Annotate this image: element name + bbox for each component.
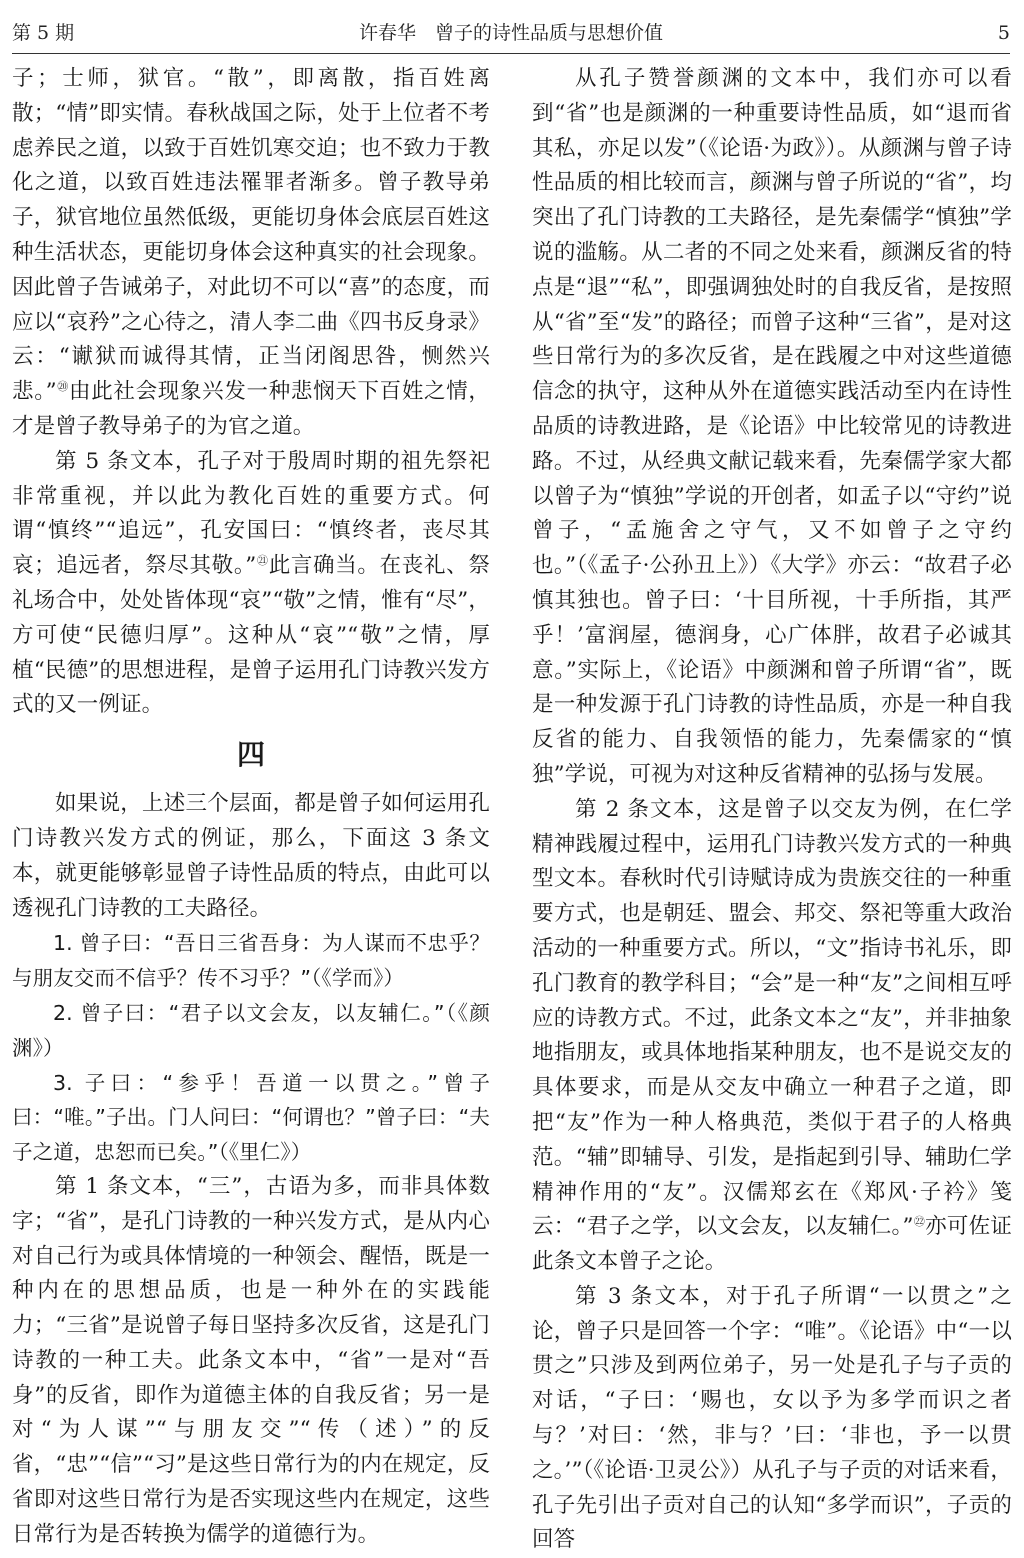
paragraph: 第 2 条文本，这是曾子以交友为例，在仁学精神践履过程中，运用孔门诗教兴发方式的一种典型文本。春秋时代引诗赋诗成为贵族交往的一种重要方式，也是朝廷、盟会、邦交、祭祀等重大政治活动的一种重要方式。所以，“文”指诗书礼乐，即孔门教育的教学科目；“会”是一种“友”之间相互呼应的诗教方式。不过，此条文本之“友”，并非抽象地指朋友，或具体地指某种朋友，也不是说交友的具体要求，而是从交友中确立一种君子之道，即把“友”作为一种人格典范，类似于君子的人格典范。“辅”即辅导、引发，是指起到引导、辅助仁学精神作用的“友”。汉儒郑玄在《郑风·子衿》笺云：“君子之学，以文会友，以友辅仁。”$^㉒$亦可佐证此条文本曾子之论。 <box>532 796 1012 1275</box>
footnote-ref[interactable]: ㉑ <box>256 554 269 567</box>
page-number: 5 <box>997 22 1010 44</box>
paragraph: 第 3 条文本，对于孔子所谓“一以贯之”之论，曾子只是回答一个字：“唯”。《论语》中“一以贯之”只涉及到两位弟子，另一处是孔子与子贡的对话，“子曰：‘赐也，女以予为多学而识之者与？’对曰：‘然，非与？’曰：‘非也，予一以贯之。’”（《论语·卫灵公》）从孔子与子贡的对话来看，孔子先引出子贡对自己的认知“多学而识”，子贡的回答 <box>532 1283 1012 1553</box>
issue-label: 第 5 期 <box>12 22 75 44</box>
left-column <box>12 62 490 1553</box>
footnote-ref[interactable]: ㉒ <box>913 1215 926 1229</box>
paragraph: 从孔子赞誉颜渊的文本中，我们亦可以看到“省”也是颜渊的一种重要诗性品质，如“退而省其私，亦足以发”（《论语·为政》）。从颜渊与曾子诗性品质的相比较而言，颜渊与曾子所说的“省”，均突出了孔门诗教的工夫路径，是先秦儒学“慎独”学说的滥觞。从二者的不同之处来看，颜渊反省的特点是“退”“私”，即强调独处时的自我反省，是按照从“省”至“发”的路径；而曾子这种“三省”，是对这些日常行为的多次反省，是在践履之中对这些道德信念的执守，这种从外在道德实践活动至内在诗性品质的诗教进路，是《论语》中比较常见的诗教进路。不过，从经典文献记载来看，先秦儒学家大都以曾子为“慎独”学说的开创者，如孟子以“守约”说曾子，“孟施舍之守气，又不如曾子之守约也。”（《孟子·公孙丑上》）《大学》亦云：“故君子必慎其独也。曾子曰：‘十目所视，十手所指，其严乎！’富润屋，德润身，心广体胖，故君子必诚其意。”实际上，《论语》中颜渊和曾子所谓“省”，既是一种发源于孔门诗教的诗性品质，亦是一种自我反省的能力、自我领悟的能力，先秦儒家的“慎独”学说，可视为对这种反省精神的弘扬与发展。 <box>532 66 1012 787</box>
quotation-1: 1. 曾子曰：“吾日三省吾身：为人谋而不忠乎？与朋友交而不信乎？传不习乎？”（《学而》） <box>12 931 490 991</box>
paragraph: 子；士师，狱官。“散”，即离散，指百姓离散；“情”即实情。春秋战国之际，处于上位者不考虑养民之道，以致于百姓饥寒交迫；也不致力于教化之道，以致百姓违法罹罪者渐多。曾子教导弟子，狱官地位虽然低级，更能切身体会底层百姓这种生活状态，更能切身体会这种真实的社会现象。因此曾子告诫弟子，对此切不可以“喜”的态度，而应以“哀矜”之心待之，清人李二曲《四书反身录》云：“谳狱而诚得其情，正当闭阁思咎，恻然兴悲。”⑳由此社会现象兴发一种悲悯天下百姓之情，才是曾子教导弟子的为官之道。 <box>12 66 490 439</box>
header-rule <box>12 53 1010 54</box>
quotation-2: 2. 曾子曰：“君子以文会友，以友辅仁。”（《颜渊》） <box>12 1000 490 1060</box>
running-header <box>12 17 1010 49</box>
right-column <box>532 62 1012 1558</box>
paragraph: 如果说，上述三个层面，都是曾子如何运用孔门诗教兴发方式的例证，那么，下面这 3 条文本，就更能够彰显曾子诗性品质的特点，由此可以透视孔门诗教的工夫路径。 <box>12 791 490 921</box>
running-title: 许春华 曾子的诗性品质与思想价值 <box>358 22 663 44</box>
paragraph: 第 1 条文本，“三”，古语为多，而非具体数字；“省”，是孔门诗教的一种兴发方式，是从内心对自己行为或具体情境的一种领会、醒悟，既是一种内在的思想品质，也是一种外在的实践能力；“三省”是说曾子每日坚持多次反省，这是孔门诗教的一种工夫。此条文本中，“省”一是对“吾身”的反省，即作为道德主体的自我反省；另一是对“为人谋”“与朋友交”“传（述）”的反省，“忠”“信”“习”是这些日常行为的内在规定，反省即对这些日常行为是否实现这些内在规定，这些日常行为是否转换为儒学的道德行为。 <box>12 1173 490 1547</box>
section-heading: 四 <box>236 738 265 772</box>
paragraph: 第 5 条文本，孔子对于殷周时期的祖先祭祀非常重视，并以此为教化百姓的重要方式。何谓“慎终”“追远”，孔安国曰：“慎终者，丧尽其哀；追远者，祭尽其敬。”$^㉑$此言确当。在丧礼、祭礼场合中，处处皆体现“哀”“敬”之情，惟有“尽”，方可使“民德归厚”。这种从“哀”“敬”之情，厚植“民德”的思想进程，是曾子运用孔门诗教兴发方式的又一例证。 <box>12 448 490 718</box>
quotation-3: 3. 子曰：“参乎！吾道一以贯之。”曾子曰：“唯。”子出。门人问曰：“何谓也？”曾子曰：“夫子之道，忠恕而已矣。”（《里仁》） <box>12 1070 490 1165</box>
footnote-ref[interactable]: ⑳ <box>56 380 69 394</box>
